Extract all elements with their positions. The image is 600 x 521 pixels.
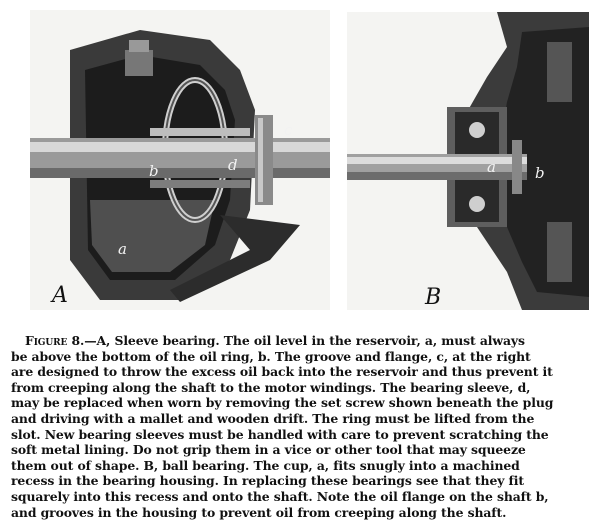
caption-line: them out of shape. B, ball bearing. The cup, a, fits snugly into a machined [11,457,520,473]
caption-line: Figure 8.—A, Sleeve bearing. The oil level in the reservoir, a, must always [25,333,525,348]
figure-caption [11,333,589,520]
svg-text:c: c [284,121,293,139]
caption-line: and driving with a mallet and wooden drift. The ring must be lifted from the [11,410,535,426]
caption-line: recess in the bearing housing. In replacing these bearings see that they fit [11,473,524,489]
photo-ball-bearing [347,12,589,310]
caption-line: and grooves in the housing to prevent oil from creeping along the shaft. [11,504,507,520]
caption-line: soft metal lining. Do not grip them in a vice or other tool that may squeeze [11,442,526,458]
svg-text:a: a [118,240,127,258]
caption-line: slot. New bearing sleeves must be handled with care to prevent scratching the [11,426,549,442]
svg-text:d: d [228,156,238,174]
plate-label-a: A [52,283,68,308]
caption-line: from creeping along the shaft to the motor windings. The bearing sleeve, d, [11,379,531,395]
caption-line: are designed to throw the excess oil back into the reservoir and thus prevent it [11,364,553,380]
caption-line: may be replaced when worn by removing the set screw shown beneath the plug [11,395,554,411]
figure-label: Figure 8. [25,333,85,348]
ball-bearing-illustration [347,12,589,310]
svg-text:b: b [535,164,545,182]
svg-text:a: a [487,158,496,176]
svg-text:b: b [149,162,159,180]
caption-line: squarely into this recess and onto the shaft. Note the oil flange on the shaft b, [11,488,549,504]
caption-line: be above the bottom of the oil ring, b. The groove and flange, c, at the right [11,348,531,364]
photo-sleeve-bearing [30,10,330,310]
plate-label-b: B [425,285,442,310]
sleeve-bearing-illustration [30,10,330,310]
